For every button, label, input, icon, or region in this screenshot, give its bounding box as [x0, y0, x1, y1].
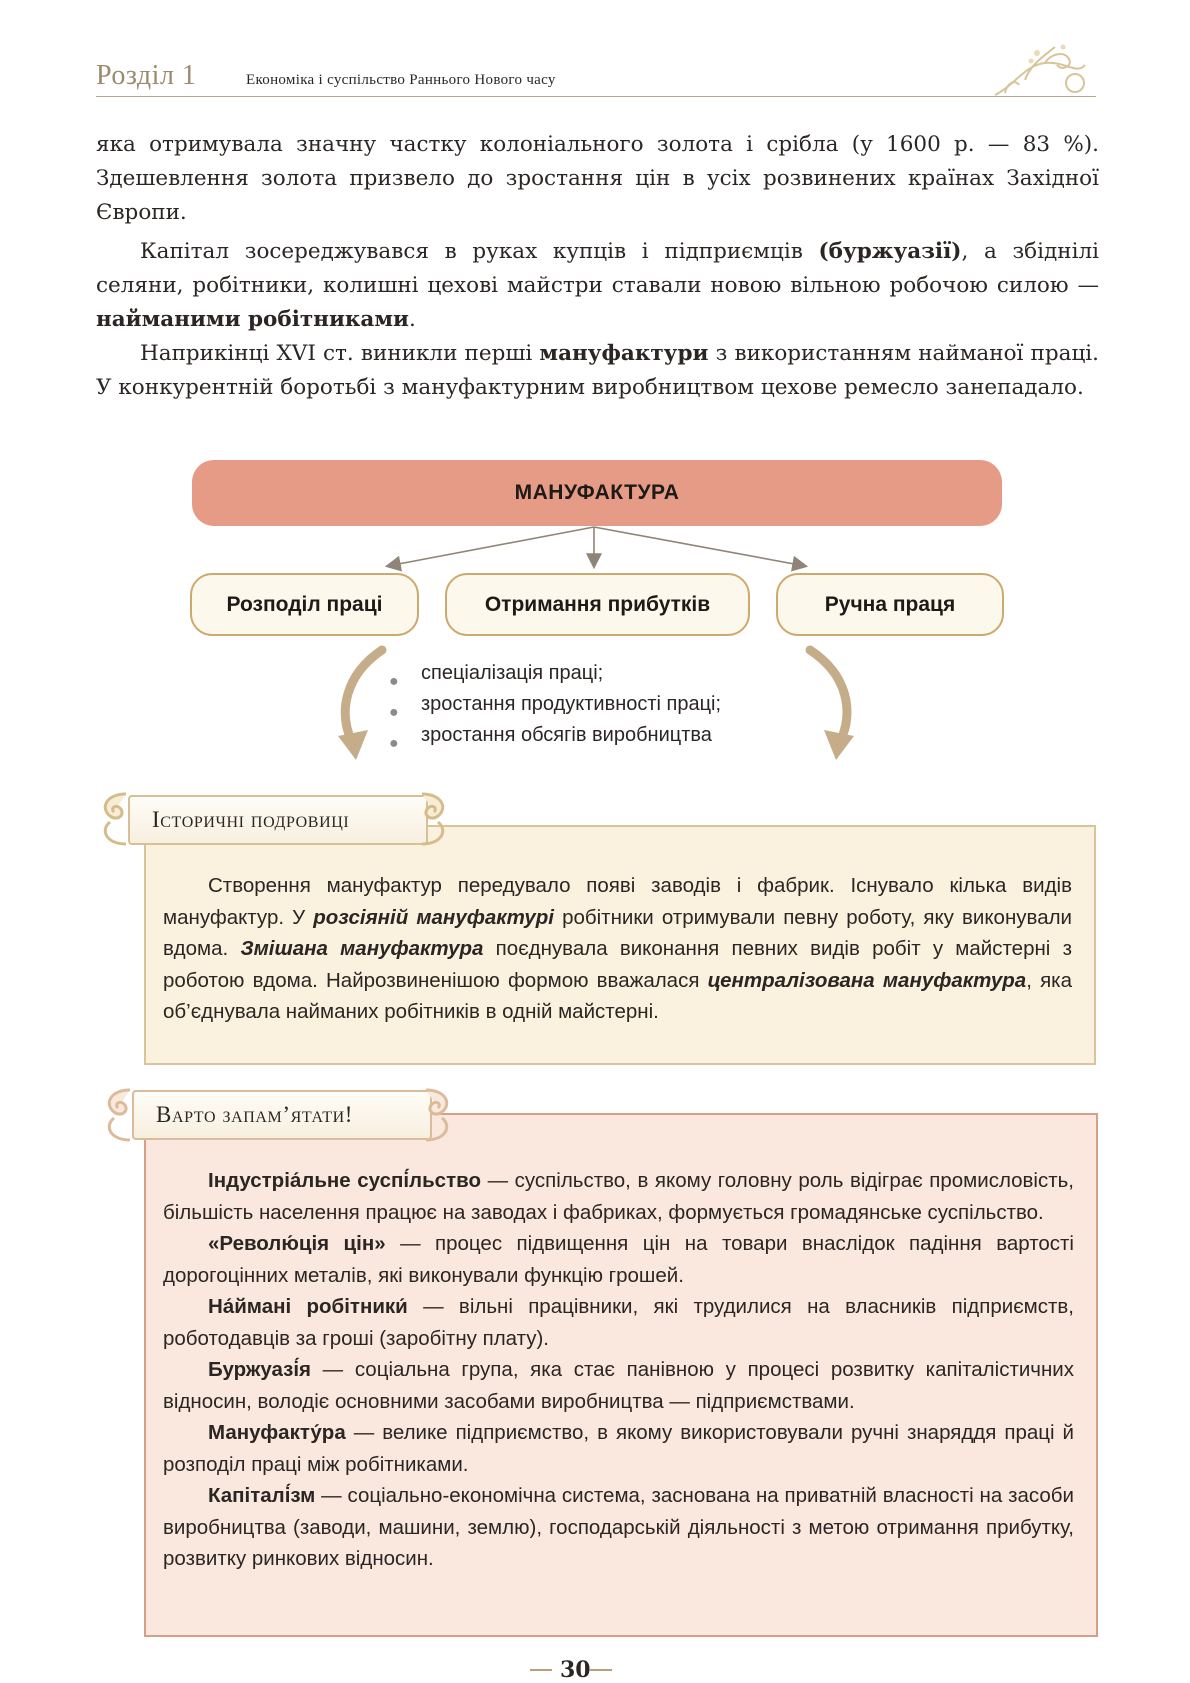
- curved-arrow-left-icon: [345, 650, 382, 742]
- list-item: ● зростання обсягів виробництва: [389, 724, 712, 752]
- list-item: ● спеціалізація праці;: [389, 662, 604, 690]
- definition-term: Капіталі́зм: [208, 1484, 316, 1507]
- chapter-label: Розділ 1: [96, 60, 197, 91]
- text-run: Капітал зосереджувався в руках купців і підприємців: [140, 239, 819, 264]
- list-item: ● зростання продуктивності праці;: [389, 693, 722, 721]
- text-run: .: [408, 307, 416, 332]
- text-run: , а збіднілі селяни, робітники, колишні цехові майстри ставали новою вільною робочою силою —: [96, 239, 1099, 298]
- term-centralized-manufactory: централізована мануфактура: [707, 968, 1027, 992]
- diagram-node-profit: Отримання прибутків: [445, 573, 750, 636]
- page-number-ornament-icon: [590, 1667, 612, 1673]
- curved-arrow-right-icon: [810, 650, 847, 742]
- page-number-ornament-icon: [530, 1667, 552, 1673]
- remember-banner: [132, 1090, 432, 1140]
- historical-text: Створення мануфактур передувало появі заводів і фабрик. Існувало кілька видів мануфактур. У розсіяній мануфактурі робітники отримували певну роботу, яку виконували вдома. Змішана мануфактура поєднувала виконання певних видів робіт у майстерні з роботою вдома. Найрозвиненішою формою вважалася централізована мануфактура, яка об’єднувала найманих робітників в одній майстерні.: [163, 874, 1073, 1023]
- term-dispersed-manufactory: розсіяній мануфактурі: [313, 905, 554, 929]
- arrow-to-manual: [594, 527, 805, 566]
- term-bourgeoisie: (буржуазії): [818, 239, 962, 264]
- text-run: Наприкінці XVI ст. виникли перші: [140, 341, 540, 366]
- definition-item: Капіталі́зм — соціально-економічна система, заснована на приватній власності на засоби виробництва (заводи, машини, землю), господарській діяльності з метою отримання прибутку, розвитку ринкових відносин.: [163, 1484, 1074, 1570]
- text-run: з використанням найманої праці. У конкурентній боротьбі з мануфактурним виробництвом цехове ремесло занепадало.: [96, 341, 1099, 400]
- diagram-node-division-of-labor: Розподіл праці: [190, 573, 419, 636]
- diagram-root-manufactura: МАНУФАКТУРА: [192, 460, 1002, 526]
- paragraph-gold-text: яка отримувала значну частку колоніального золота і срібла (у 1600 р. — 83 %). Здешевлення золота призвело до зростання цін в усіх розвинених країнах Західної Європи.: [96, 132, 1099, 225]
- definition-term: Буржуазі́я: [208, 1358, 312, 1381]
- term-manufactories: мануфактури: [539, 341, 709, 366]
- definition-term: «Револю́ція цін»: [208, 1232, 386, 1255]
- scroll-ornament-right-icon: [412, 790, 452, 848]
- historical-details-box: [144, 825, 1096, 1065]
- term-mixed-manufactory: Змішана мануфактура: [240, 937, 484, 960]
- definition-term: На́ймані робітники́: [208, 1295, 408, 1318]
- arrow-to-division: [388, 527, 594, 566]
- definition-term: Мануфакту́ра: [208, 1421, 346, 1444]
- scroll-ornament-right-icon: [416, 1086, 456, 1144]
- historical-details-title: Історичні подровиці: [152, 807, 350, 832]
- diagram-effects-list: [385, 658, 721, 751]
- diagram-node-manual-labor: Ручна праця: [776, 573, 1004, 636]
- definition-item: Мануфакту́ра — велике підприємство, в якому використовували ручні знаряддя праці й розподіл праці між робітниками.: [163, 1421, 1074, 1476]
- chapter-title: Економіка і суспільство Раннього Нового часу: [246, 72, 556, 88]
- remember-box: [144, 1113, 1098, 1637]
- definition-term: Індустріа́льне суспі́льство: [208, 1169, 481, 1192]
- remember-title: Варто запам’ятати!: [156, 1102, 354, 1127]
- definition-item: На́ймані робітники́ — вільні працівники, які трудилися на власників підприємств, роботодавців за гроші (заробітну плату).: [163, 1295, 1074, 1350]
- definition-item: Буржуазі́я — соціальна група, яка стає панівною у процесі розвитку капіталістичних відносин, володіє основними засобами виробництва — підприємствами.: [163, 1358, 1074, 1413]
- historical-details-banner: [128, 795, 428, 845]
- definition-item: «Револю́ція цін» — процес підвищення цін на товари внаслідок падіння вартості дорогоцінних металів, які виконували функцію грошей.: [163, 1232, 1074, 1287]
- page-number: 30: [560, 1657, 591, 1683]
- term-hired-workers: найманими робітниками: [96, 307, 409, 332]
- definition-item: Індустріа́льне суспі́льство — суспільство, в якому головну роль відіграє промисловість, більшість населення працює на заводах і фабриках, формується громадянське суспільство.: [163, 1169, 1075, 1224]
